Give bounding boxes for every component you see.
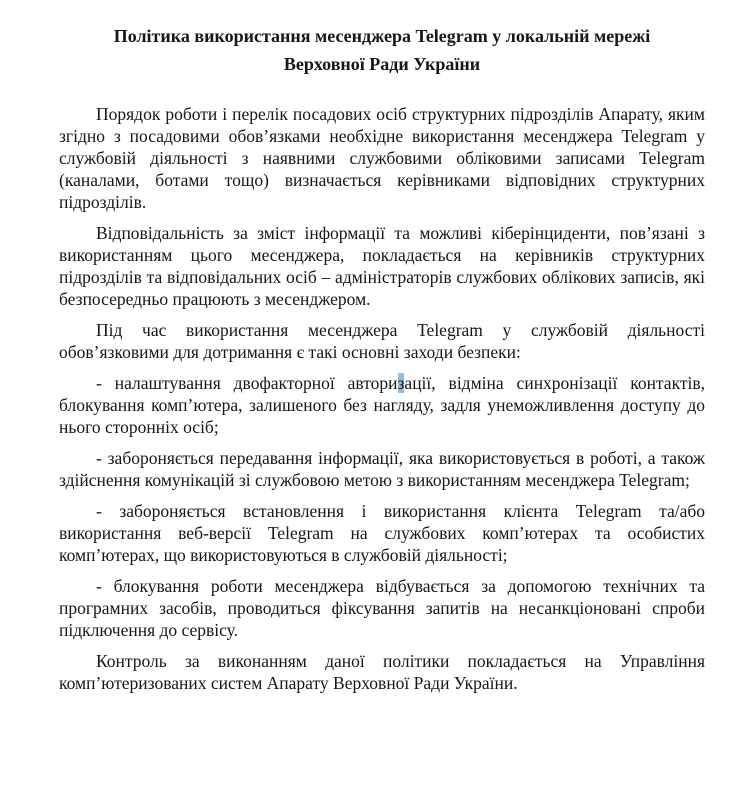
- paragraph-responsibility: Відповідальність за зміст інформації та можливі кіберінциденти, пов’язані з використанням цього месенджера, покладається на керівників структурних підрозділів та відповідальних осіб – адміністраторів службових облікових записів, які безпосередньо працюють з месенджером.: [59, 223, 705, 309]
- bullet-two-factor-auth: [59, 372, 705, 438]
- bullet-text-before-highlight: - налаштування двофакторної автори: [96, 373, 398, 393]
- bullet-no-client-install: - забороняється встановлення і використання клієнта Telegram та/або використання веб-версії Telegram на службових комп’ютерах та особистих комп’ютерах, що використовуються в службовій діяльності;: [59, 501, 705, 565]
- paragraph-work-order: Порядок роботи і перелік посадових осіб структурних підрозділів Апарату, яким згідно з посадовими обов’язками необхідне використання месенджера Telegram у службовій діяльності з наявними службовими обліковими записами Telegram (каналами, ботами тощо) визначається керівниками відповідних структурних підрозділів.: [59, 104, 705, 212]
- bullet-no-work-info-transfer: - забороняється передавання інформації, яка використовується в роботі, а також здійснення комунікацій зі службовою метою з використанням месенджера Telegram;: [59, 448, 705, 490]
- paragraph-security-measures-intro: Під час використання месенджера Telegram у службовій діяльності обов’язковими для дотримання є такі основні заходи безпеки:: [59, 320, 705, 362]
- paragraph-control: Контроль за виконанням даної політики покладається на Управління комп’ютеризованих систем Апарату Верховної Ради України.: [59, 651, 705, 693]
- selection-highlight: з: [397, 373, 405, 393]
- document-title: [59, 22, 705, 78]
- document-title-line-1: Політика використання месенджера Telegram у локальній мережі: [113, 26, 651, 46]
- bullet-text-after-highlight: ації, відміна синхронізації контактів, блокування комп’ютера, залишеного без нагляду, задля унеможливлення доступу до нього сторонніх осіб;: [59, 373, 705, 437]
- bullet-blocking-measures: - блокування роботи месенджера відбувається за допомогою технічних та програмних засобів, проводиться фіксування запитів на несанкціоновані спроби підключення до сервісу.: [59, 576, 705, 640]
- document-title-line-2: Верховної Ради України: [283, 54, 481, 74]
